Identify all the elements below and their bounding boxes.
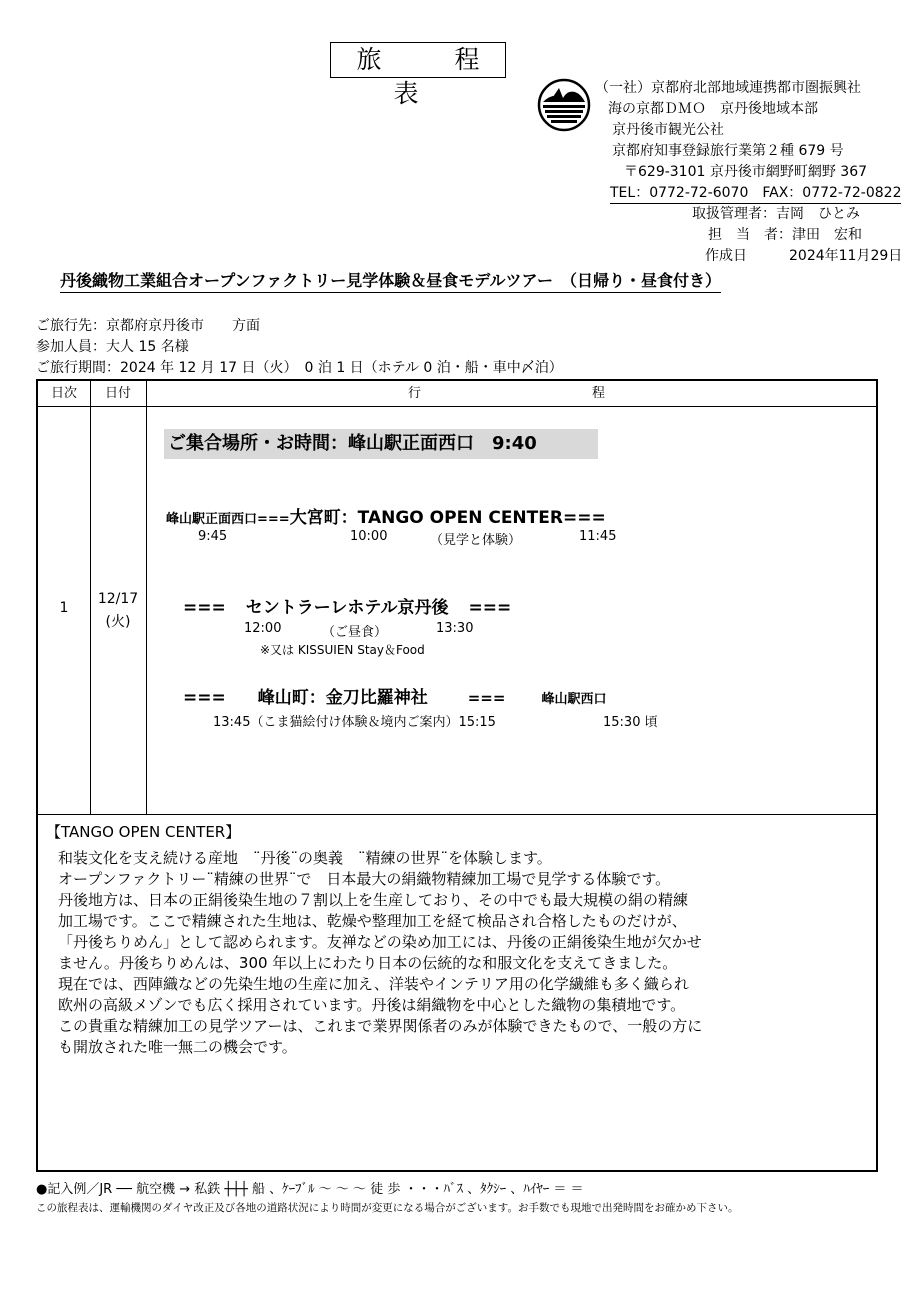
org-line-2: 海の京都ＤＭＯ 京丹後地域本部 [608, 101, 818, 117]
day-date: 12/17 [97, 591, 139, 607]
route-2-connector: === [468, 598, 512, 618]
description-line: 欧州の高級メゾンでも広く採用されています。丹後は絹織物を中心とした織物の集積地です。 [58, 996, 686, 1014]
disclaimer: この旅程表は、運輸機関のダイヤ改正及び各地の道路状況により時間が変更になる場合がございます。お手数でも現地で出発時間をお確かめ下さい。 [36, 1202, 739, 1214]
route-3-return: 15:30 頃 [603, 715, 658, 730]
day-weekday: (火) [105, 614, 131, 630]
route-1-depart: 9:45 [198, 529, 228, 544]
description-line: 加工場です。ここで精練された生地は、乾燥や整理加工を経て検品され合格したものだけが、 [58, 912, 687, 930]
description-line: 現在では、西陣織などの先染生地の生産に加え、洋装やインテリア用の化学繊維も多く織られ [58, 975, 689, 993]
header-date: 日付 [90, 381, 146, 407]
tour-title-text: 丹後織物工業組合オープンファクトリー見学体験＆昼食モデルツアー （日帰り・昼食付き） [60, 271, 721, 293]
org-line-3: 京丹後市観光公社 [612, 122, 724, 138]
transport-legend: ●記入例／JR ── 航空機 → 私鉄 ┼┼┼ 船 、ｹｰﾌﾞﾙ 〜 〜 〜 徒 歩 ・・・ﾊﾞｽ 、ﾀｸｼｰ 、ﾊｲﾔｰ ＝ ＝ [36, 1182, 584, 1197]
route-3-destination: 峰山町：金刀比羅神社 [257, 688, 428, 708]
route-1-arrive: 10:00 [350, 529, 388, 544]
org-line-1: （一社）京都府北部地域連携都市圏振興社 [595, 80, 861, 96]
route-3-end: 峰山駅西口 [541, 692, 607, 707]
route-2-leave: 13:30 [436, 621, 474, 636]
column-divider [146, 381, 147, 814]
route-3 [183, 683, 606, 708]
description-line: も開放された唯一無二の機会です。 [58, 1038, 297, 1056]
row-divider [38, 814, 876, 815]
description-line: この貴重な精練加工の見学ツアーは、これまで業界関係者のみが体験できたもので、一般の方に [58, 1017, 703, 1035]
description-line: 丹後地方は、日本の正絹後染生地の７割以上を生産しており、その中でも最大規模の絹の精練 [58, 891, 689, 909]
staff-in-charge: 担 当 者：津田 宏和 [708, 227, 862, 243]
destination: ご旅行先：京都府京丹後市 方面 [36, 318, 260, 334]
description-heading: 【TANGO OPEN CENTER】 [46, 823, 241, 841]
header-day-number: 日次 [38, 381, 90, 407]
route-3-connector: === [183, 688, 226, 708]
participants: 参加人員：大人 15 名様 [36, 339, 189, 355]
dmo-logo [537, 78, 591, 132]
route-3-connector: === [467, 689, 506, 707]
description-line: 「丹後ちりめん」として認められます。友禅などの染め加工には、丹後の正絹後染生地が欠かせ [58, 933, 702, 951]
org-line-4: 京都府知事登録旅行業第２種 679 号 [612, 143, 844, 159]
lunch-alternative-note: ※又は KISSUIEN Stay＆Food [260, 643, 425, 657]
travel-period: ご旅行期間：2024 年 12 月 17 日（火） 0 泊 1 日（ホテル 0 泊・船・車中〆泊） [36, 360, 563, 376]
created-label: 作成日 [705, 248, 747, 264]
header-itinerary-char-2: 程 [592, 386, 606, 401]
day-number: 1 [59, 600, 69, 616]
itinerary-table [36, 379, 878, 1172]
org-phone-fax: TEL：0772-72-6070 FAX：0772-72-0822 [610, 183, 901, 204]
description-line: 和装文化を支え続ける産地 ¨丹後¨の奥義 ¨精練の世界¨を体験します。 [58, 849, 552, 867]
route-1-origin: 峰山駅正面西口=== [166, 512, 290, 527]
route-1-activity: （見学と体験） [430, 533, 522, 548]
route-1-destination: 大宮町：TANGO OPEN CENTER=== [289, 508, 606, 528]
tour-title [60, 268, 870, 291]
org-address: 〒629-3101 京丹後市網野町網野 367 [624, 164, 868, 180]
description-line: ません。丹後ちりめんは、300 年以上にわたり日本の伝統的な和服文化を支えてきました。 [58, 954, 678, 972]
route-2-activity: （ご昼食） [322, 625, 388, 640]
header-itinerary-char-1: 行 [408, 386, 422, 401]
route-2 [183, 593, 511, 618]
route-2-connector: === [183, 598, 226, 618]
description-line: オープンファクトリー¨精練の世界¨で 日本最大の絹織物精練加工場で見学する体験です。 [58, 870, 671, 888]
route-2-arrive: 12:00 [244, 621, 282, 636]
organization-block [595, 78, 903, 268]
meeting-point: ご集合場所・お時間：峰山駅正面西口 9:40 [164, 429, 598, 459]
route-1 [166, 503, 606, 528]
document-title: 旅 程 表 [330, 42, 506, 78]
created-date: 2024年11月29日 [789, 248, 903, 264]
route-3-times: 13:45（こま猫絵付け体験＆境内ご案内）15:15 [213, 715, 496, 730]
route-2-destination: セントラーレホテル京丹後 [245, 598, 449, 618]
travel-manager: 取扱管理者：吉岡 ひとみ [692, 206, 860, 222]
header-itinerary [146, 381, 876, 407]
route-1-leave: 11:45 [579, 529, 617, 544]
